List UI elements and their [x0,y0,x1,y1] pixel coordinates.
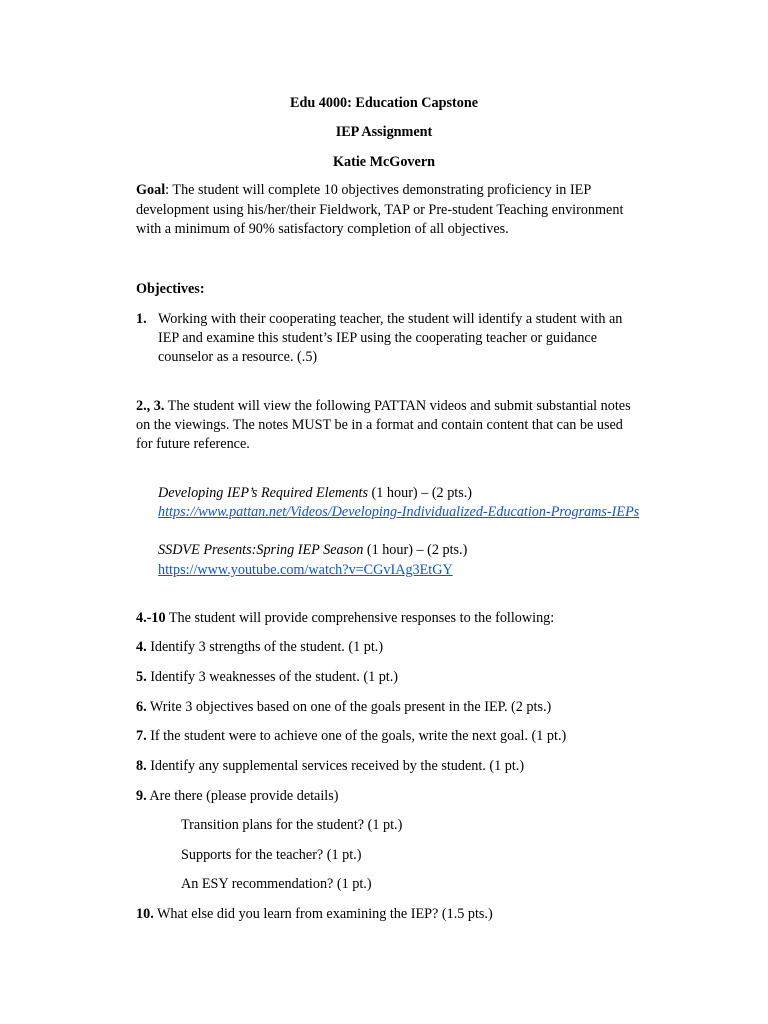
sub-item: Supports for the teacher? (1 pt.) [181,847,362,863]
goal-label: Goal [136,182,166,198]
video-2-info [158,541,467,559]
goal-line-3: with a minimum of 90% satisfactory completion of all objectives. [136,221,509,237]
video-2-title: SSDVE Presents:Spring IEP Season [158,542,364,558]
list-item [136,757,524,775]
item-number: 10. [136,906,154,922]
video-2-link[interactable]: https://www.youtube.com/watch?v=CGvIAg3EtGY [158,562,453,578]
item-text: If the student were to achieve one of the goals, write the next goal. (1 pt.) [146,728,567,744]
item-number: 9. [136,788,147,804]
item-text: Identify 3 weaknesses of the student. (1 pt.) [146,669,399,685]
list-item [136,787,338,805]
item-number: 5. [136,669,147,685]
video-1-details: (1 hour) – (2 pts.) [368,485,473,501]
video-1-link[interactable]: https://www.pattan.net/Videos/Developing-Individualized-Education-Programs-IEPs [158,504,640,520]
objectives-heading: Objectives: [136,281,205,297]
obj1-line-2: IEP and examine this student’s IEP using the cooperating teacher or guidance [158,330,598,346]
video-1-link-row [158,503,639,521]
obj410-intro [136,609,554,627]
course-title: Edu 4000: Education Capstone [289,95,479,111]
item-number: 6. [136,699,147,715]
video-2-details: (1 hour) – (2 pts.) [363,542,468,558]
obj23-line-1 [136,397,631,415]
obj1-number: 1. [136,311,147,327]
video-1-info [158,484,472,502]
list-item [136,668,398,686]
obj23-number: 2., 3. [136,398,165,414]
obj410-number: 4.-10 [136,610,166,626]
obj410-text: The student will provide comprehensive responses to the following: [165,610,555,626]
assignment-title: IEP Assignment [335,124,433,140]
item-number: 4. [136,639,147,655]
item-number: 7. [136,728,147,744]
list-item [136,638,383,656]
author-name: Katie McGovern [332,154,436,170]
obj23-line-3: for future reference. [136,436,250,452]
obj23-text-1: The student will view the following PATTAN videos and submit substantial notes [164,398,631,414]
goal-line-2: development using his/her/their Fieldwork, TAP or Pre-student Teaching environment [136,202,624,218]
goal-line-1 [136,181,591,199]
sub-item: Transition plans for the student? (1 pt.) [181,817,403,833]
obj1-line-1: Working with their cooperating teacher, the student will identify a student with an [158,311,623,327]
obj23-line-2: on the viewings. The notes MUST be in a format and contain content that can be used [136,417,623,433]
video-1-title: Developing IEP’s Required Elements [158,485,368,501]
list-item [136,727,566,745]
item-text: Identify 3 strengths of the student. (1 pt.) [146,639,384,655]
item-text: What else did you learn from examining the IEP? (1.5 pts.) [153,906,493,922]
item-text: Identify any supplemental services received by the student. (1 pt.) [146,758,525,774]
obj1-line-3: counselor as a resource. (.5) [158,349,318,365]
sub-item: An ESY recommendation? (1 pt.) [181,876,372,892]
goal-text-1: : The student will complete 10 objectives demonstrating proficiency in IEP [165,182,592,198]
item-text: Write 3 objectives based on one of the goals present in the IEP. (2 pts.) [146,699,552,715]
video-2-link-row [158,561,453,579]
list-item [136,698,551,716]
list-item [136,905,493,923]
item-text: Are there (please provide details) [146,788,339,804]
item-number: 8. [136,758,147,774]
